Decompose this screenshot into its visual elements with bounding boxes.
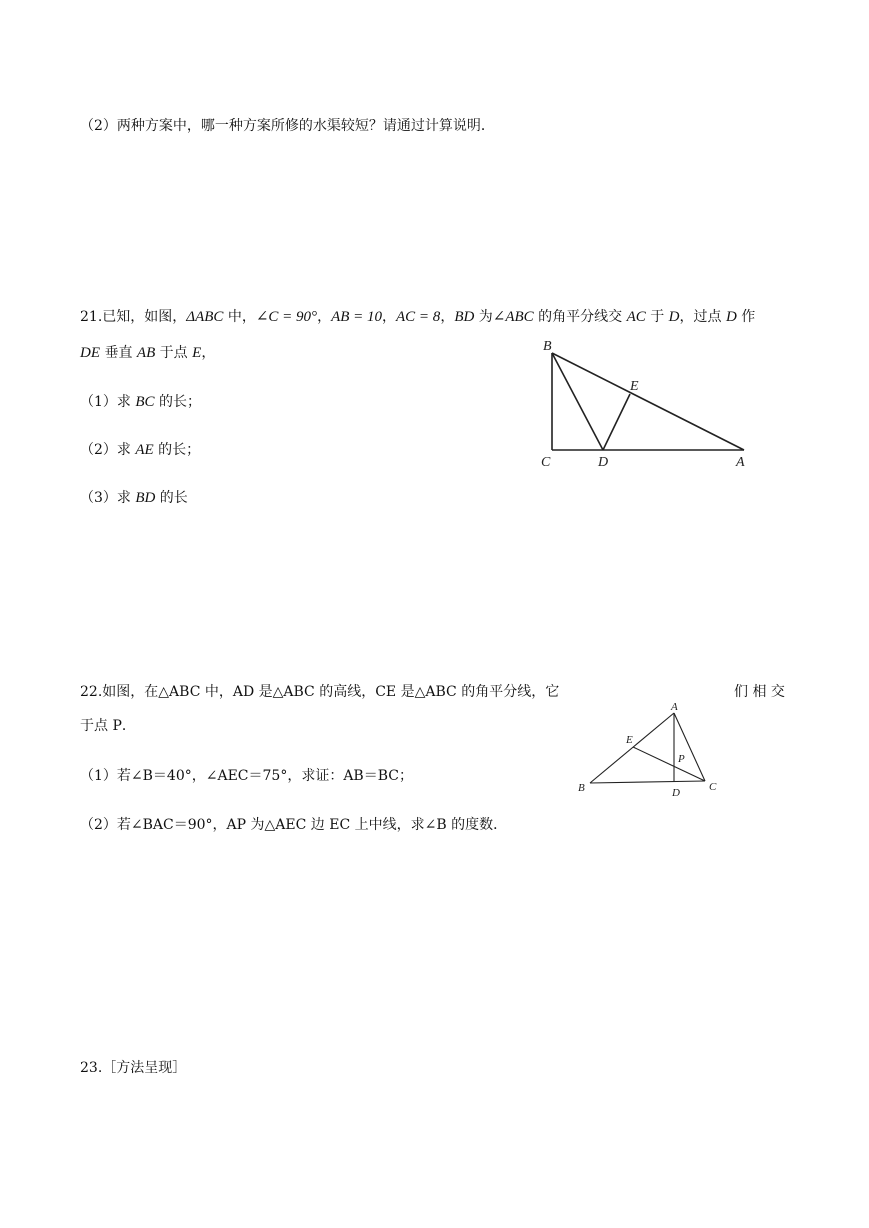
q21-number: 21. (80, 309, 103, 325)
label-a: A (736, 455, 745, 470)
q21-text: 的角平分线交 (533, 309, 627, 325)
q21-statement-line1 (80, 307, 755, 327)
q21-part2-text: 的长； (153, 442, 201, 458)
q21-text: 已知，如图， (102, 309, 187, 325)
q21-text: 作 (736, 309, 756, 325)
q21-part1 (80, 392, 201, 412)
q21-statement-line2 (80, 343, 215, 363)
segment-de (603, 394, 630, 450)
label-p: P (678, 753, 685, 765)
label-e: E (626, 734, 633, 746)
q22-figure (570, 698, 730, 803)
q21-d: D (725, 309, 737, 325)
q21-d: D (668, 309, 680, 325)
label-d: D (672, 787, 680, 799)
q21-part1-var: BC (135, 394, 155, 410)
label-b: B (543, 339, 552, 354)
q21-part1-text: 的长； (154, 394, 201, 410)
q21-text: ， (317, 309, 332, 325)
q21-part3-var: BD (135, 490, 156, 506)
q21-text: 垂直 (100, 345, 137, 361)
q21-text: 于点 (155, 345, 193, 361)
segment-bd (552, 353, 603, 450)
q21-triangle: ΔABC (186, 309, 224, 325)
q21-ab: AB (136, 345, 156, 361)
q21-part2-text: （2）求 (80, 442, 136, 458)
label-d: D (598, 455, 609, 470)
q22-part2: （2）若∠BAC＝90°，AP 为△AEC 边 EC 上中线，求∠B 的度数． (80, 817, 508, 833)
q21-angle-abc: ∠ABC (492, 309, 534, 325)
q22-statement-line1: 22.如图，在△ABC 中，AD 是△ABC 的高线，CE 是△ABC 的角平分线，它 (80, 684, 560, 700)
q22-statement-line2: 于点 P． (80, 718, 136, 734)
q21-ac-value: AC = 8 (396, 309, 441, 325)
segment-ba (590, 713, 674, 783)
q21-text: ， (201, 345, 216, 361)
q21-bd: BD (454, 309, 475, 325)
segment-ac (674, 713, 705, 781)
q22-part1: （1）若∠B＝40°，∠AEC＝75°，求证：AB＝BC； (80, 768, 413, 784)
q21-text: ， (440, 309, 455, 325)
q21-figure (530, 335, 760, 475)
label-e: E (630, 379, 639, 394)
q21-text: 于 (645, 309, 669, 325)
q21-part2 (80, 440, 200, 460)
q21-ab-value: AB = 10 (331, 309, 383, 325)
segment-ba (552, 353, 744, 450)
q20-part2: （2）两种方案中，哪一种方案所修的水渠较短？请通过计算说明． (80, 118, 495, 134)
q21-text: 中， (223, 309, 256, 325)
q21-text: ， (382, 309, 397, 325)
q21-angle-c: ∠C = 90° (255, 309, 318, 325)
q22-statement-line1-right: 们 相 交 (734, 684, 785, 700)
q21-part1-text: （1）求 (80, 394, 136, 410)
q21-ac: AC (626, 309, 646, 325)
q21-text: ，过点 (679, 309, 726, 325)
q23-title: 23.［方法呈现］ (80, 1060, 187, 1076)
q21-part3 (80, 488, 188, 508)
q21-e: E (192, 345, 202, 361)
label-a: A (671, 701, 678, 713)
q21-part3-text: （3）求 (80, 490, 136, 506)
q21-part2-var: AE (135, 442, 154, 458)
segment-ec (633, 747, 705, 781)
q21-de: DE (80, 345, 100, 361)
q21-text: 为 (474, 309, 493, 325)
label-b: B (578, 782, 585, 794)
label-c: C (709, 781, 717, 793)
q21-part3-text: 的长 (155, 490, 188, 506)
segment-bc (590, 781, 705, 783)
label-c: C (541, 455, 551, 470)
